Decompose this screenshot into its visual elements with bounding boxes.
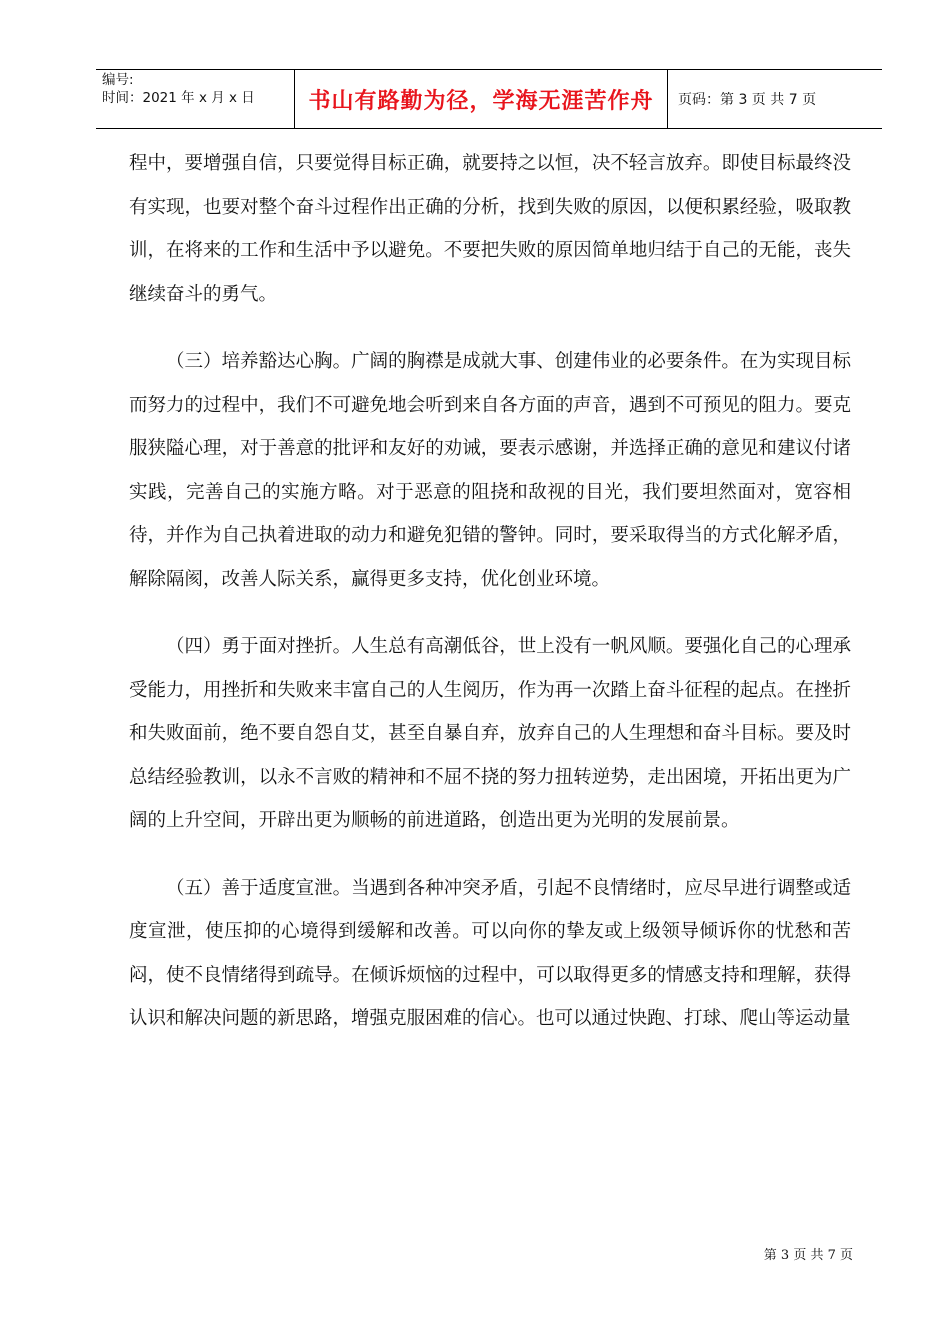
document-date-label: 时间：2021 年 x 月 x 日	[102, 90, 255, 106]
paragraph-section-3: （三）培养豁达心胸。广阔的胸襟是成就大事、创建伟业的必要条件。在为实现目标而努力的过程中，我们不可避免地会听到来自各方面的声音，遇到不可预见的阻力。要克服狭隘心理，对于善意的批评和友好的劝诫，要表示感谢，并选择正确的意见和建议付诸实践，完善自己的实施方略。对于恶意的阻挠和敌视的目光，我们要坦然面对，宽容相待，并作为自己执着进取的动力和避免犯错的警钟。同时，要采取得当的方式化解矛盾，解除隔阂，改善人际关系，赢得更多支持，优化创业环境。	[129, 351, 851, 590]
paragraph-section-5: （五）善于适度宣泄。当遇到各种冲突矛盾，引起不良情绪时，应尽早进行调整或适度宣泄，使压抑的心境得到缓解和改善。可以向你的挚友或上级领导倾诉你的忧愁和苦闷，使不良情绪得到疏导。在倾诉烦恼的过程中，可以取得更多的情感支持和理解，获得认识和解决问题的新思路，增强克服困难的信心。也可以通过快跑、打球、爬山等运动量	[129, 877, 851, 1029]
header-motto: 书山有路勤为径，学海无涯苦作舟	[295, 70, 668, 128]
document-number-label: 编号:	[102, 72, 134, 88]
header-page-number: 页码：第 3 页 共 7 页	[678, 92, 817, 108]
document-body	[129, 142, 851, 1065]
header-meta-cell	[96, 70, 295, 128]
paragraph-continuation: 程中，要增强自信，只要觉得目标正确，就要持之以恒，决不轻言放弃。即使目标最终没有实现，也要对整个奋斗过程作出正确的分析，找到失败的原因，以便积累经验，吸取教训，在将来的工作和生活中予以避免。不要把失败的原因简单地归结于自己的无能，丧失继续奋斗的勇气。	[129, 153, 851, 305]
page-footer: 第 3 页 共 7 页	[763, 1248, 853, 1263]
page-header	[96, 69, 882, 129]
paragraph-section-4: （四）勇于面对挫折。人生总有高潮低谷，世上没有一帆风顺。要强化自己的心理承受能力，用挫折和失败来丰富自己的人生阅历，作为再一次踏上奋斗征程的起点。在挫折和失败面前，绝不要自怨自艾，甚至自暴自弃，放弃自己的人生理想和奋斗目标。要及时总结经验教训，以永不言败的精神和不屈不挠的努力扭转逆势，走出困境，开拓出更为广阔的上升空间，开辟出更为顺畅的前进道路，创造出更为光明的发展前景。	[129, 636, 851, 831]
